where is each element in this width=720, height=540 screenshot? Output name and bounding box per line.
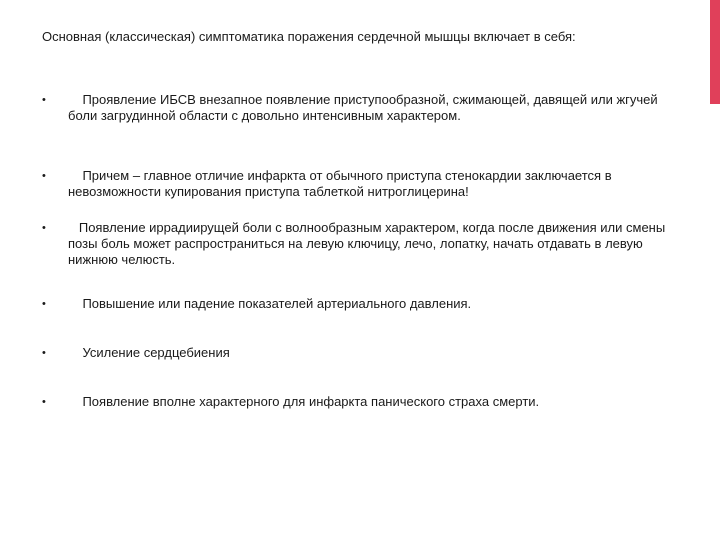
list-item (42, 296, 682, 312)
list-item-text: Усиление сердцебиения (68, 345, 230, 360)
list-item-text: Повышение или падение показателей артериального давления. (68, 296, 472, 311)
list-item (42, 394, 682, 410)
bullet-icon: • (42, 222, 46, 234)
list-item (42, 168, 682, 200)
bullet-icon: • (42, 396, 46, 408)
accent-bar (710, 0, 720, 104)
list-item-text: Проявление ИБСВ внезапное появление приступообразной, сжимающей, давящей или жгучей боли загрудинной области с довольно интенсивным характером. (68, 92, 662, 123)
list-item (42, 345, 682, 361)
bullet-icon: • (42, 298, 46, 310)
intro-text: Основная (классическая) симптоматика поражения сердечной мышцы включает в себя: (42, 29, 576, 44)
list-item-text: Причем – главное отличие инфаркта от обычного приступа стенокардии заключается в невозможности купирования приступа таблеткой нитроглицерина! (68, 168, 616, 199)
list-item (42, 92, 682, 124)
bullet-icon: • (42, 347, 46, 359)
list-item-text: Появление иррадиирущей боли с волнообразным характером, когда после движения или смены позы боль может распространиться на левую ключицу, лечо, лопатку, начать отдавать в левую нижнюю челюсть. (68, 220, 669, 267)
bullet-icon: • (42, 170, 46, 182)
list-item-text: Появление вполне характерного для инфаркта панического страха смерти. (68, 394, 540, 409)
list-item (42, 220, 682, 268)
bullet-icon: • (42, 94, 46, 106)
